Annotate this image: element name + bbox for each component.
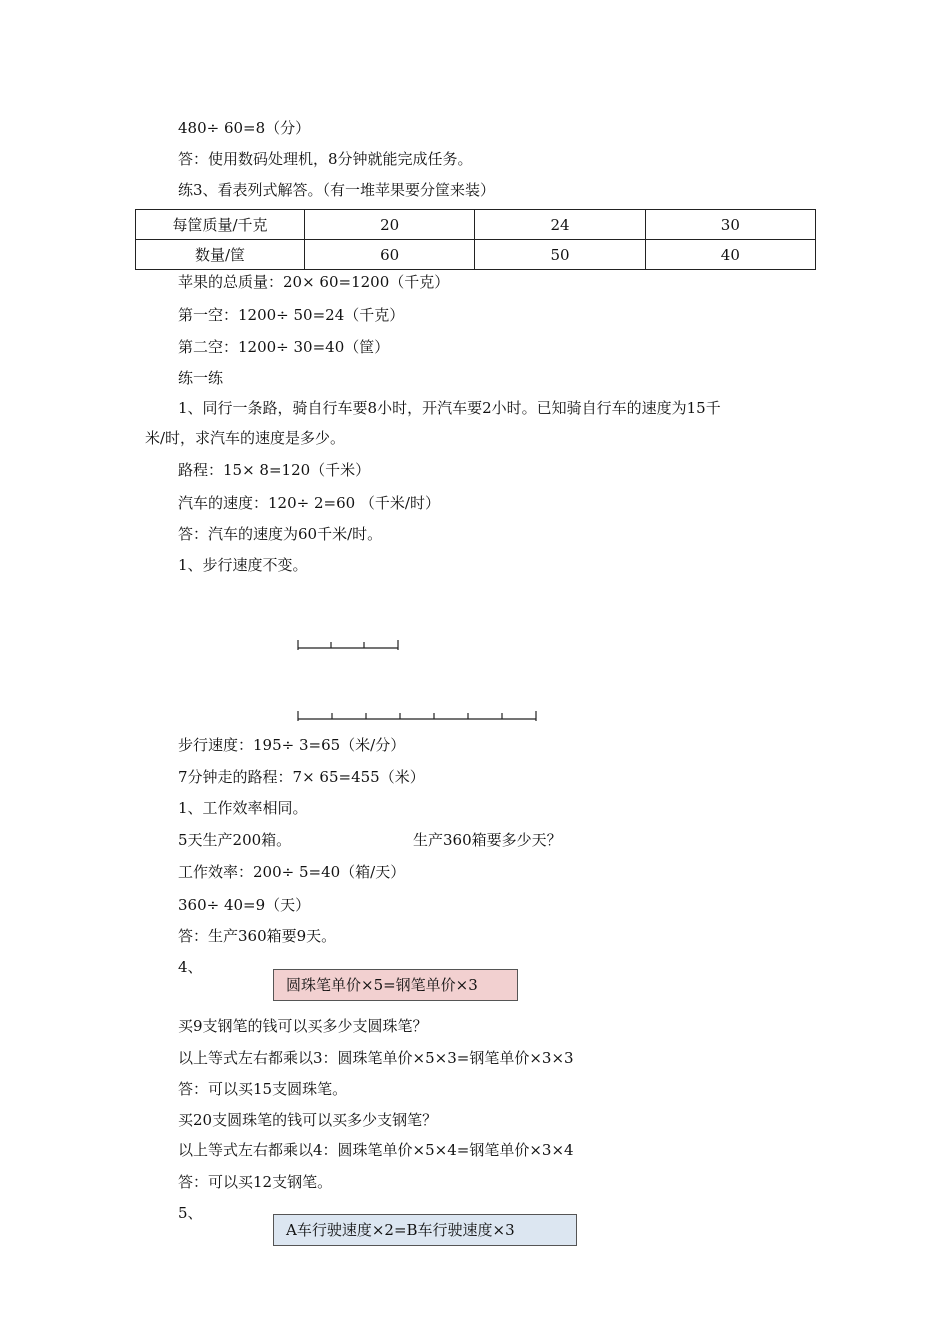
text-line: 480÷ 60=8（分） — [178, 119, 311, 137]
text-line: 1、同行一条路，骑自行车要8小时，开汽车要2小时。已知骑自行车的速度为15千 — [178, 399, 721, 417]
text-line: 360÷ 40=9（天） — [178, 896, 311, 914]
text-line: 7分钟走的路程：7× 65=455（米） — [178, 768, 425, 786]
equation-box-car: A车行驶速度×2=B车行驶速度×3 — [273, 1214, 577, 1246]
text-line: 工作效率：200÷ 5=40（箱/天） — [178, 863, 406, 881]
text-line: 练3、看表列式解答。（有一堆苹果要分筐来装） — [178, 181, 496, 199]
text-line: 第二空：1200÷ 30=40（筐） — [178, 338, 390, 356]
text-line: 答：汽车的速度为60千米/时。 — [178, 525, 383, 543]
text-line: 买9支钢笔的钱可以买多少支圆珠笔？ — [178, 1017, 428, 1035]
text-line: 5天生产200箱。 — [178, 831, 292, 849]
segment-3-parts — [296, 638, 402, 652]
text-line: 步行速度：195÷ 3=65（米/分） — [178, 736, 406, 754]
text-line: 生产360箱要多少天？ — [413, 831, 562, 849]
segment-7-parts — [296, 709, 540, 723]
text-line: 1、工作效率相同。 — [178, 799, 308, 817]
table-cell: 30 — [645, 210, 815, 240]
text-line: 答：可以买15支圆珠笔。 — [178, 1080, 348, 1098]
text-line: 以上等式左右都乘以4：圆珠笔单价×5×4=钢笔单价×3×4 — [178, 1141, 574, 1159]
table-cell: 数量/筐 — [136, 240, 305, 270]
table-row — [136, 210, 816, 240]
text-line: 米/时，求汽车的速度是多少。 — [145, 429, 346, 447]
equation-box-pen: 圆珠笔单价×5=钢笔单价×3 — [273, 969, 518, 1001]
text-line: 答：使用数码处理机，8分钟就能完成任务。 — [178, 150, 473, 168]
table-cell: 24 — [475, 210, 645, 240]
table-cell: 50 — [475, 240, 645, 270]
text-line: 答：可以买12支钢笔。 — [178, 1173, 333, 1191]
table-cell: 40 — [645, 240, 815, 270]
apple-table — [135, 209, 816, 270]
text-line: 第一空：1200÷ 50=24（千克） — [178, 306, 405, 324]
text-line: 以上等式左右都乘以3：圆珠笔单价×5×3=钢笔单价×3×3 — [178, 1049, 574, 1067]
table-row — [136, 240, 816, 270]
text-line: 汽车的速度：120÷ 2=60 （千米/时） — [178, 494, 440, 512]
table-cell: 20 — [305, 210, 475, 240]
text-line: 答：生产360箱要9天。 — [178, 927, 337, 945]
text-line: 5、 — [178, 1204, 203, 1222]
text-line: 路程：15× 8=120（千米） — [178, 461, 371, 479]
text-line: 1、步行速度不变。 — [178, 556, 308, 574]
text-line: 4、 — [178, 958, 203, 976]
text-line: 练一练 — [178, 369, 224, 387]
text-line: 买20支圆珠笔的钱可以买多少支钢笔？ — [178, 1111, 438, 1129]
text-line: 苹果的总质量：20× 60=1200（千克） — [178, 273, 450, 291]
table-cell: 每筐质量/千克 — [136, 210, 305, 240]
table-cell: 60 — [305, 240, 475, 270]
